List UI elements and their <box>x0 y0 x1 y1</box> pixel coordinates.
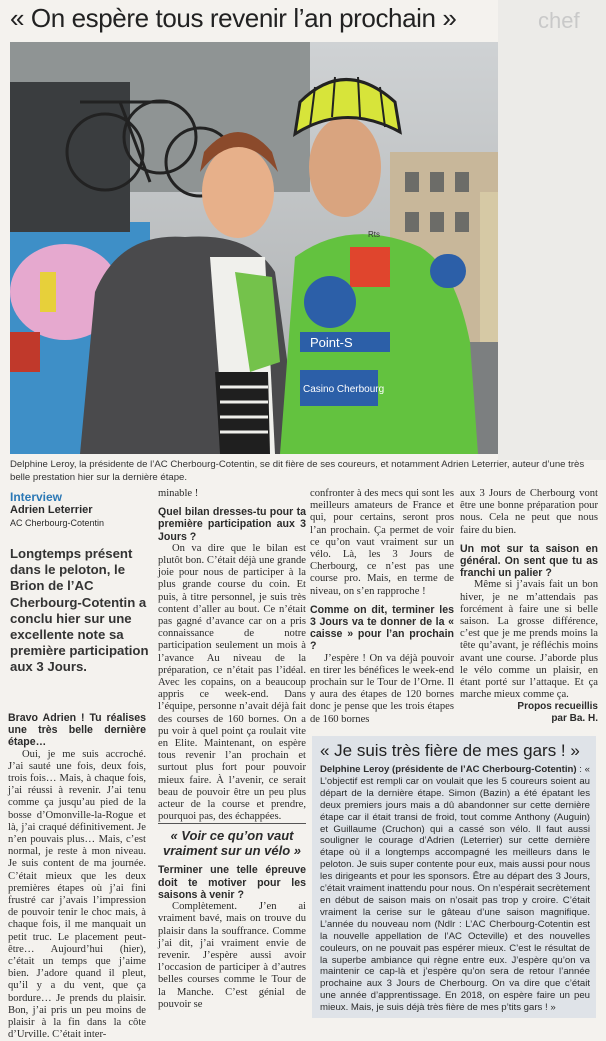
sidebar-box <box>312 736 596 1018</box>
column-4 <box>460 488 598 725</box>
question-3: Terminer une telle épreuve doit te motiver pour les saisons à venir ? <box>158 864 306 901</box>
answer-4: J’espère ! On va déjà pouvoir en tirer les bénéfices le week-end prochain sur le Tour de l’Orne. Il y aura des étapes de 120 bornes donc je pense que les trois étapes de 160 bornes <box>310 652 454 725</box>
column-1 <box>8 706 146 1041</box>
answer-5: Même si j’avais fait un bon hiver, je ne m’attendais pas forcément à faire une si belle saison. La grosse différence, c’est que je me prends moins la tête qu’avant, je réfléchis moins avant une course. J’aborde plus le vélo comme un plaisir, en étant porté sur l’attaque. Et ça marche mieux comme ça. <box>460 579 598 701</box>
question-1: Bravo Adrien ! Tu réalises une très belle dernière étape… <box>8 712 146 749</box>
photo-caption: Delphine Leroy, la présidente de l’AC Cherbourg-Cotentin, se dit fière de ses coureurs, et notamment Adrien Leterrier, auteur d’une très belle prestation hier sur la dernière étape. <box>10 459 585 483</box>
answer-1-end: minable ! <box>158 488 199 499</box>
question-4: Comme on dit, terminer les 3 Jours va te donner de la « caisse » pour l’an prochain ? <box>310 603 454 653</box>
photo-illustration <box>10 42 498 454</box>
article-photo <box>10 42 498 454</box>
neighbor-fragment: chef <box>538 8 580 33</box>
question-5: Un mot sur ta saison en général. On sent que tu as franchi un palier ? <box>460 542 598 580</box>
jersey-text: Point-S <box>310 335 353 350</box>
interview-box <box>10 490 150 529</box>
interview-role: AC Cherbourg-Cotentin <box>10 518 105 528</box>
credit-line-2: par Ba. H. <box>551 713 598 725</box>
lead-paragraph: Longtemps présent dans le peloton, le Brion de l’AC Cherbourg-Cotentin a conclu hier sur une excellente note sa première participation aux 3 Jours. <box>10 546 149 675</box>
column-3 <box>310 488 454 726</box>
jersey-badge-text: Rts <box>368 230 380 239</box>
credit-line-1: Propos recueillis <box>517 701 598 713</box>
headline: « On espère tous revenir l’an prochain » <box>10 3 457 33</box>
sidebar-body <box>312 764 596 1014</box>
answer-3-end: confronter à des mecs qui sont les meilleurs amateurs de France et qui, pour certains, seront pros l’an prochain. Ça permet de voir ce qu’on vaut vraiment sur un vélo. Là, les 3 Jours de Cherbourg, ce n’est pas une course pro. Mais, en terme de niveau, on s’en rapproche ! <box>310 488 454 597</box>
answer-2: On va dire que le bilan est plutôt bon. C’était déjà une grande joie pour nous de participer à la plus grande course du coin. Et puis, à titre personnel, je suis très content d’aller au bout. Ce n’était pas gagné d’avance car on a pris connaissance de notre participation seulement un mois à l’avance Au niveau de la préparation, ce n’était pas l’idéal. Avec les copains, on a beaucoup appris ce week-end. Dans l’équipe, personne n’avait déjà fait des courses de 160 bornes. On a pu voir à quel point ça roulait vite en Elite. Maintenant, on espère tous revenir l’an prochain et surtout plus fort pour pouvoir mieux faire. À l’avenir, ce serait beau de pouvoir être un peu plus acteur de la course et prendre, pourquoi pas, des échappées. <box>158 542 306 823</box>
sidebar-text: : « L’objectif est rempli car on voulait que les 5 coureurs soient au départ de la dernière étape. Simon (Bazin) a été épatant les deux premiers jours mais a dû abandonner sur cette dernière étape car il était transi de froid, tout comme Anthony (Auguin) et Guillaume (Cruchon) qui a cassé son vélo. Il faut aussi souligner le courage d’Adrien (Leterrier) sur cette dernière étape où il a longtemps accompagné les meilleurs dans le peloton. Je suis super contente pour eux, mais aussi pour nous les dirigeants et pour les sponsors. Être au départ des 3 Jours, c’était vraiment inattendu pour nous. On n’espérait secrètement en début de saison mais on n’osait pas trop y croire. C’était vraiment la cerise sur le gâteau d’une saison magnifique. L’année du nouveau nom (Ndlr : L’AC Cherbourg-Cotentin est la nouvelle appellation de l’AC Octeville) et des nouvelles couleurs, on ne pouvait pas espérer mieux. C’est le résultat de la superbe ambiance qui règne entre eux. J’espère qu’on va maintenir ce cap-là et j’espère qu’on sera de retour l’année prochaine aux 3 Jours de Cherbourg. On va dire que c’était une année d’apprentissage. En 2018, on espère faire un peu mieux. Mais, je suis déjà très fière de mes p’tits gars ! » <box>320 764 590 1014</box>
answer-1: Oui, je me suis accroché. J’ai sauté une fois, deux fois, trois fois… Mais, à chaque fois, j’ai réussi à revenir. J’ai tenu comme ça jusqu’au pied de la bosse d’Omonville-la-Rogue et là, j’ai craqué définitivement. Je n’en pouvais plus… Mais, c’est normal, je reste à mon niveau. Je suis content de ma journée. C’était mieux que les deux premières étapes où j’ai fini frustré car j’avais l’impression de pouvoir tenir le choc mais, à chaque fois, il me manquait un petit truc. Le placement peut-être… Aujourd’hui (hier), c’était un temps que j’aime bien. J’adore quand il pleut, qu’il y a du vent, que ça bordure… Je prends du plaisir. Bon, j’ai pris un peu moins de plaisir à la fin dans la côte d’Urville. C’était inter- <box>8 748 146 1041</box>
column-2 <box>158 488 306 1011</box>
sidebar-title: « Je suis très fière de mes gars ! » <box>320 741 580 760</box>
sidebar-speaker: Delphine Leroy (présidente de l’AC Cherbourg-Cotentin) <box>320 764 577 775</box>
neighbor-article-edge <box>498 0 606 460</box>
question-2: Quel bilan dresses-tu pour ta première participation aux 3 Jours ? <box>158 506 306 543</box>
interview-name: Adrien Leterrier <box>10 504 93 516</box>
jersey-band-text: Casino Cherbourg <box>303 384 385 395</box>
answer-4-end: aux 3 Jours de Cherbourg vont être une bonne préparation pour nous. Cela ne peut que nous faire du bien. <box>460 488 598 536</box>
interview-label: Interview <box>10 490 63 504</box>
answer-3: Complètement. J’en ai vraiment bavé, mais on trouve du plaisir dans la souffrance. Comme j’ai dit, j’ai vraiment envie de revenir. J’espère aussi avoir l’occasion de participer à d’autres belles courses comme le Tour de la Manche. C’est génial de pouvoir se <box>158 901 306 1010</box>
pull-quote: « Voir ce qu’on vaut vraiment sur un vélo » <box>158 823 306 858</box>
